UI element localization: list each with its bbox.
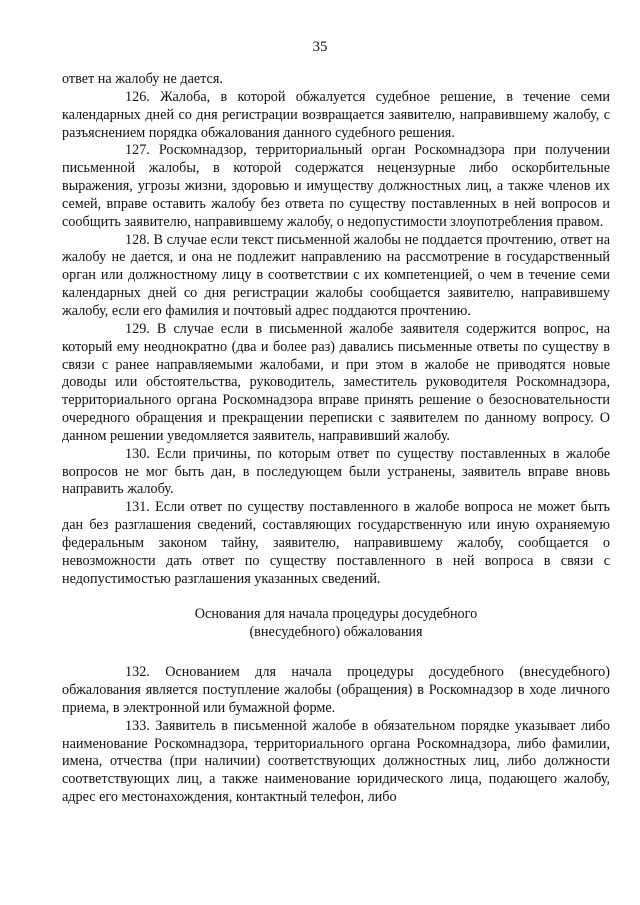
paragraph-132: 132. Основанием для начала процедуры досудебного (внесудебного) обжалования является поступление жалобы (обращения) в Роскомнадзор в ходе личного приема, в электронной или бумажной форме. [62,664,610,716]
paragraph-133: 133. Заявитель в письменной жалобе в обязательном порядке указывает либо наименование Роскомнадзора, территориального органа Роскомнадзора, либо фамилии, имена, отчества (при наличии) соответствующих должностных лиц, либо должности соответствующих лиц, а также наименование юридического лица, подающего жалобу, адрес его местонахождения, контактный телефон, либо [62,717,610,806]
section-heading-line-2: (внесудебного) обжалования [249,624,423,641]
paragraph-continuation: ответ на жалобу не дается. [62,71,223,87]
section-heading [62,606,610,642]
paragraph-128: 128. В случае если текст письменной жалобы не поддается прочтению, ответ на жалобу не дается, и она не подлежит направлению на рассмотрение в государственный орган или должностному лицу в соответствии с их компетенцией, о чем в течение семи календарных дней со дня регистрации жалобы сообщается заявителю, направившему жалобу, если его фамилия и почтовый адрес поддаются прочтению. [62,231,610,319]
paragraph-127: 127. Роскомнадзор, территориальный орган Роскомнадзора при получении письменной жалобы, в которой содержатся нецензурные либо оскорбительные выражения, угрозы жизни, здоровью и имуществу должностных лиц, а также членов их семей, вправе оставить жалобу без ответа по существу поставленных в ней вопросов и сообщить заявителю, направившему жалобу, о недопустимости злоупотребления правом. [62,142,610,230]
paragraph-129: 129. В случае если в письменной жалобе заявителя содержится вопрос, на который ему неоднократно (два и более раз) давались письменные ответы по существу в связи с ранее направляемыми жалобами, и при этом в жалобе не приводятся новые доводы или обстоятельства, руководитель, заместитель руководителя Роскомнадзора, территориального органа Роскомнадзора вправе принять решение о безосновательности очередного обращения и прекращении переписки с заявителем по данному вопросу. О данном решении уведомляется заявитель, направивший жалобу. [62,320,610,444]
paragraph-130: 130. Если причины, по которым ответ по существу поставленных в жалобе вопросов не мог быть дан, в последующем были устранены, заявитель вправе вновь направить жалобу. [62,445,610,498]
paragraph-126: 126. Жалоба, в которой обжалуется судебное решение, в течение семи календарных дней со дня регистрации возвращается заявителю, направившему жалобу, с разъяснением порядка обжалования данного судебного решения. [62,88,610,141]
paragraph-131: 131. Если ответ по существу поставленного в жалобе вопроса не может быть дан без разглашения сведений, составляющих государственную или иную охраняемую федеральным законом тайну, заявителю, направившему жалобу, сообщается о невозможности дать ответ по существу поставленного в ней вопроса в связи с недопустимостью разглашения указанных сведений. [62,499,610,587]
page-number: 35 [312,39,328,55]
page-body [62,71,610,807]
section-heading-line-1: Основания для начала процедуры досудебного [194,606,478,623]
